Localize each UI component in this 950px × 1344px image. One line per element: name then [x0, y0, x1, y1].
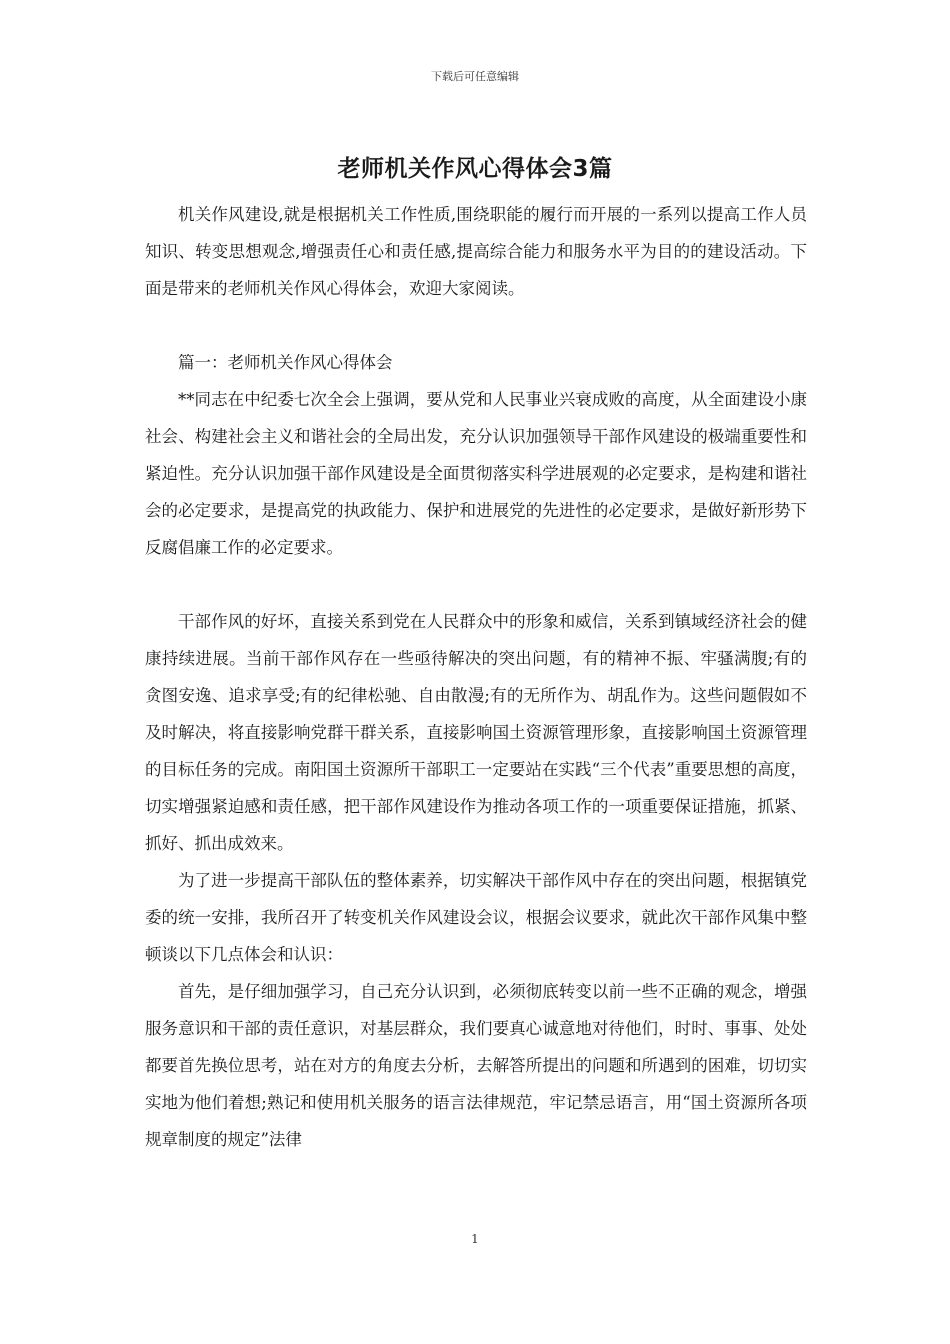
paragraph: 干部作风的好坏，直接关系到党在人民群众中的形象和威信，关系到镇域经济社会的健康持续进展。当前干部作风存在一些亟待解决的突出问题，有的精神不振、牢骚满腹;有的贪图安逸、追求享受;有的纪律松驰、自由散漫;有的无所作为、胡乱作为。这些问题假如不及时解决，将直接影响党群干群关系，直接影响国土资源管理形象，直接影响国土资源管理的目标任务的完成。南阳国土资源所干部职工一定要站在实践“三个代表”重要思想的高度，切实增强紧迫感和责任感，把干部作风建设作为推动各项工作的一项重要保证措施，抓紧、抓好、抓出成效来。	[145, 612, 807, 853]
paragraph: 为了进一步提高干部队伍的整体素养，切实解决干部作风中存在的突出问题，根据镇党委的统一安排，我所召开了转变机关作风建设会议，根据会议要求，就此次干部作风集中整顿谈以下几点体会和认识：	[145, 871, 807, 964]
page-number: 1	[471, 1232, 479, 1246]
paragraph-intro: 机关作风建设,就是根据机关工作性质,围绕职能的履行而开展的一系列以提高工作人员知识、转变思想观念,增强责任心和责任感,提高综合能力和服务水平为目的的建设活动。下面是带来的老师机关作风心得体会，欢迎大家阅读。	[145, 205, 807, 298]
section-heading: 篇一：老师机关作风心得体会	[178, 353, 393, 372]
document-title: 老师机关作风心得体会3篇	[337, 156, 613, 182]
header-note: 下载后可任意编辑	[431, 70, 519, 83]
paragraph: **同志在中纪委七次全会上强调，要从党和人民事业兴衰成败的高度，从全面建设小康社会、构建社会主义和谐社会的全局出发，充分认识加强领导干部作风建设的极端重要性和紧迫性。充分认识加强干部作风建设是全面贯彻落实科学进展观的必定要求，是构建和谐社会的必定要求，是提高党的执政能力、保护和进展党的先进性的必定要求，是做好新形势下反腐倡廉工作的必定要求。	[145, 390, 807, 557]
document-body	[145, 196, 807, 1158]
paragraph: 首先，是仔细加强学习，自己充分认识到，必须彻底转变以前一些不正确的观念，增强服务意识和干部的责任意识，对基层群众，我们要真心诚意地对待他们，时时、事事、处处都要首先换位思考，站在对方的角度去分析，去解答所提出的问题和所遇到的困难，切切实实地为他们着想;熟记和使用机关服务的语言法律规范，牢记禁忌语言，用“国土资源所各项规章制度的规定”法律	[145, 982, 807, 1149]
